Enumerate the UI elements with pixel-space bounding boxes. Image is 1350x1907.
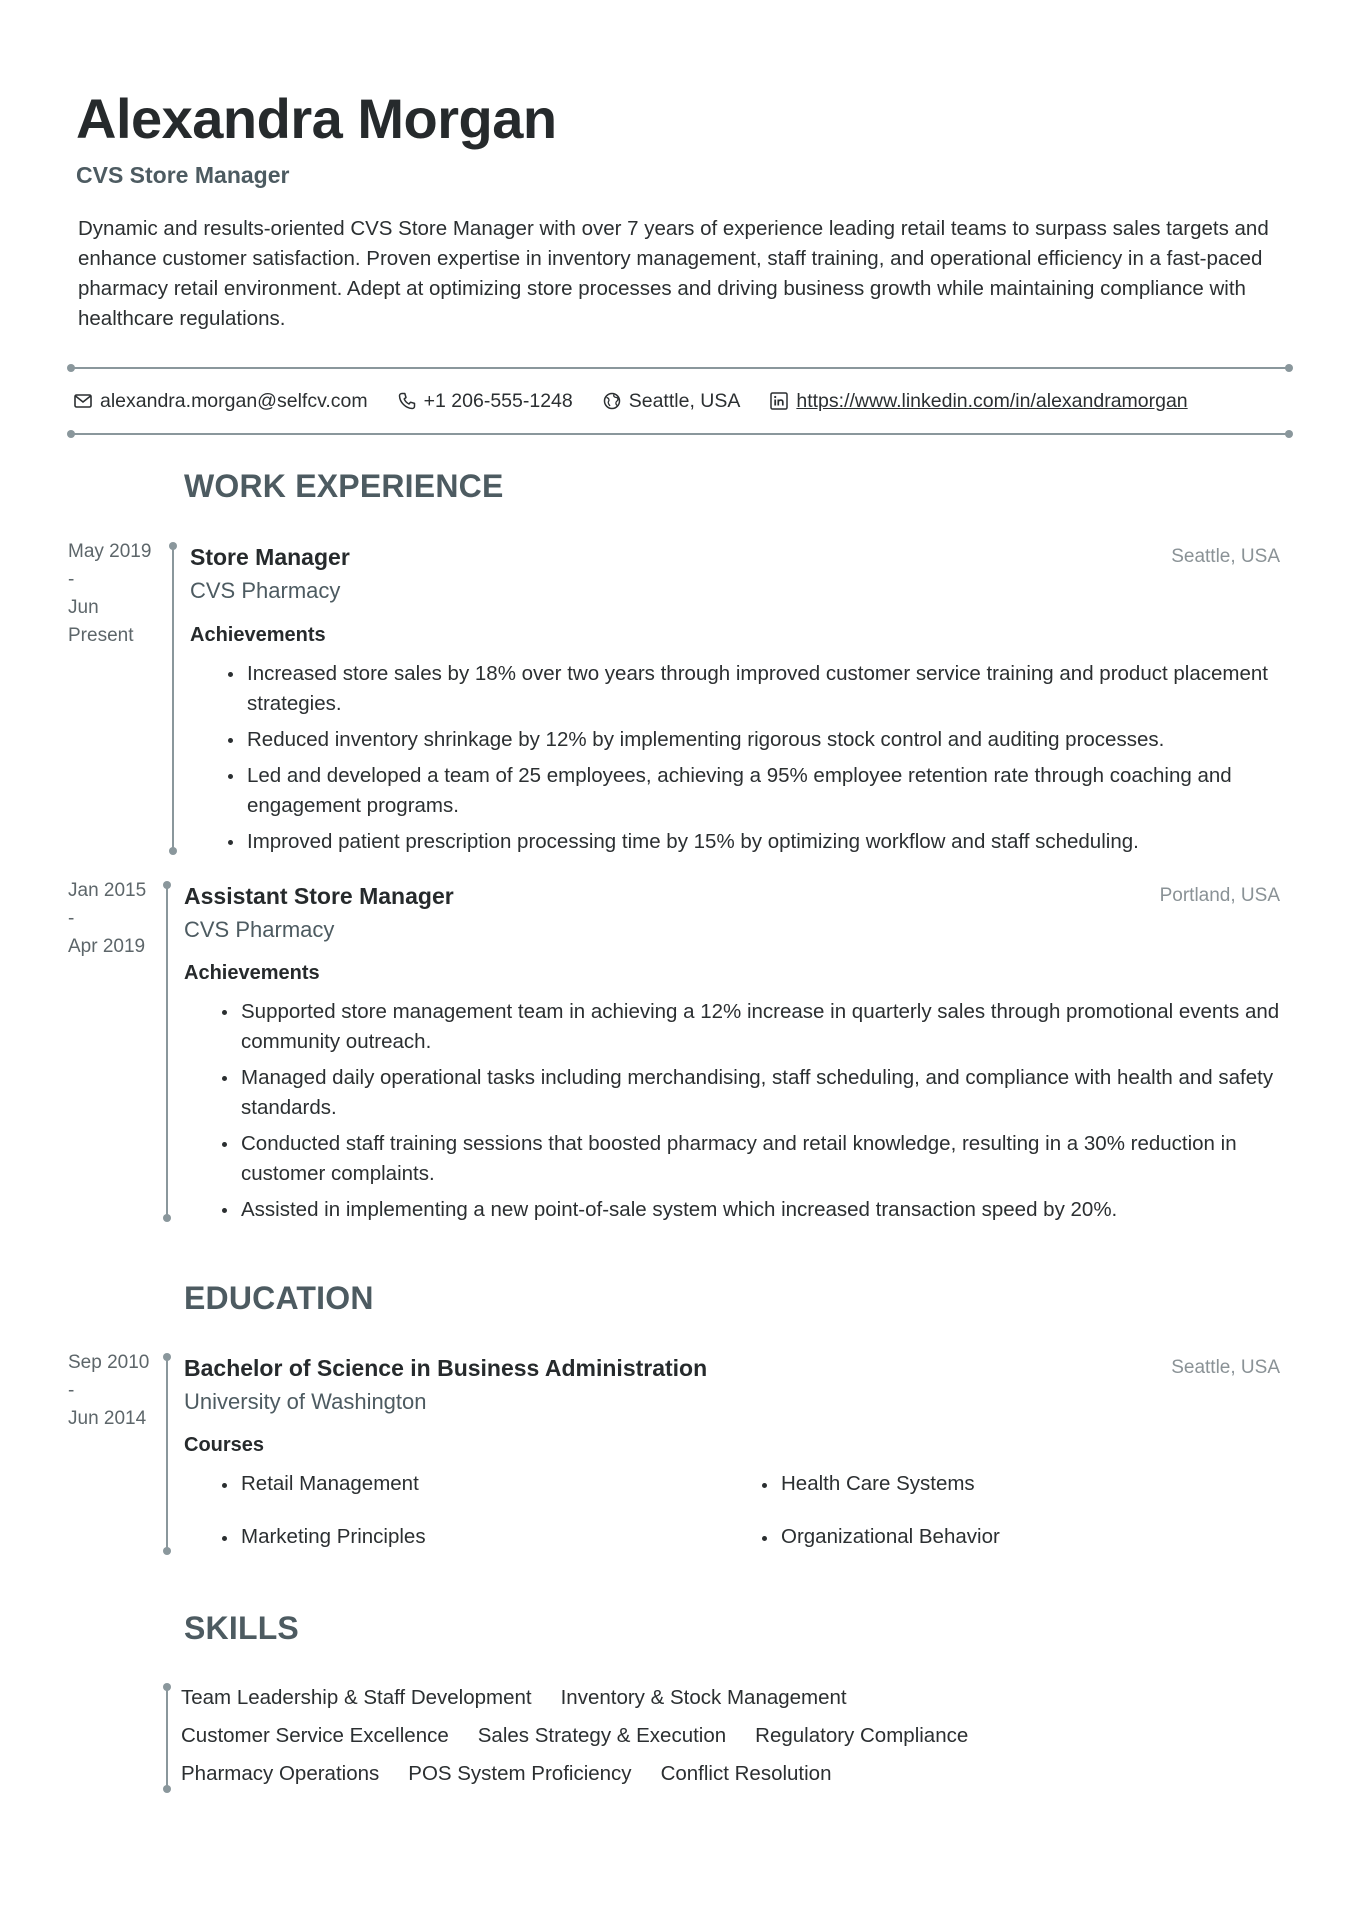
job-2-company: CVS Pharmacy — [184, 917, 335, 942]
list-item: Conducted staff training sessions that boosted pharmacy and retail knowledge, resulting in a 30% reduction in customer complaints. — [213, 1129, 1290, 1189]
contact-email[interactable] — [74, 390, 368, 413]
email-text: alexandra.morgan@selfcv.com — [100, 389, 368, 412]
contact-bottom-divider — [70, 433, 1290, 435]
course-item: Health Care Systems — [753, 1472, 975, 1496]
mail-icon — [74, 394, 92, 408]
job-2-title: Assistant Store Manager — [184, 883, 454, 909]
skill-item: Conflict Resolution — [660, 1762, 832, 1785]
education-timeline — [166, 1356, 168, 1552]
course-item: Organizational Behavior — [753, 1525, 1000, 1549]
skills-row-2 — [181, 1724, 997, 1748]
list-item: Improved patient prescription processing time by 15% by optimizing workflow and staff scheduling. — [219, 827, 1289, 857]
candidate-title: CVS Store Manager — [76, 162, 290, 188]
list-item: Supported store management team in achieving a 12% increase in quarterly sales through promotional events and community outreach. — [213, 997, 1290, 1057]
contact-bar — [74, 387, 1218, 415]
skills-heading: SKILLS — [184, 1610, 299, 1646]
education-date-start: Sep 2010 — [68, 1352, 150, 1373]
skills-row-3 — [181, 1762, 860, 1786]
job-1-company: CVS Pharmacy — [190, 578, 341, 603]
contact-phone[interactable] — [398, 390, 573, 413]
list-item: Reduced inventory shrinkage by 12% by implementing rigorous stock control and auditing processes. — [219, 725, 1289, 755]
list-item: Managed daily operational tasks including merchandising, staff scheduling, and compliance with health and safety standards. — [213, 1063, 1290, 1123]
education-date-end: Jun 2014 — [68, 1408, 147, 1429]
skill-item: POS System Proficiency — [408, 1762, 632, 1785]
skill-item: Inventory & Stock Management — [560, 1686, 847, 1709]
skill-item: Sales Strategy & Execution — [477, 1724, 727, 1747]
skills-row-1 — [181, 1686, 876, 1710]
job-1-location: Seattle, USA — [1171, 546, 1280, 567]
job-1-date-end: Jun — [68, 597, 99, 618]
course-item: Marketing Principles — [213, 1525, 426, 1549]
phone-text: +1 206-555-1248 — [423, 389, 573, 412]
job-2-timeline — [166, 884, 168, 1219]
education-location: Seattle, USA — [1171, 1357, 1280, 1378]
job-1-achievements — [219, 659, 1289, 863]
education-courses-heading: Courses — [184, 1434, 265, 1456]
job-2-date-separator: - — [68, 908, 75, 929]
globe-icon — [603, 392, 621, 410]
job-2-date-start: Jan 2015 — [68, 880, 147, 901]
job-1-dates — [68, 538, 151, 650]
skill-item: Customer Service Excellence — [181, 1724, 449, 1747]
skill-item: Team Leadership & Staff Development — [181, 1686, 532, 1709]
job-2-achievements-heading: Achievements — [184, 962, 320, 984]
list-item: Led and developed a team of 25 employees, achieving a 95% employee retention rate through coaching and engagement programs. — [219, 761, 1289, 821]
education-dates — [68, 1349, 149, 1433]
job-2-dates — [68, 877, 146, 961]
job-1-achievements-heading: Achievements — [190, 624, 326, 646]
work-experience-heading: WORK EXPERIENCE — [184, 468, 504, 504]
job-1-date-start: May 2019 — [68, 541, 152, 562]
job-2-date-end: Apr 2019 — [68, 936, 146, 957]
job-2-achievements — [213, 997, 1290, 1231]
linkedin-icon — [770, 392, 788, 410]
education-heading: EDUCATION — [184, 1280, 374, 1316]
contact-linkedin[interactable] — [770, 390, 1187, 413]
course-item: Retail Management — [213, 1472, 419, 1496]
candidate-name: Alexandra Morgan — [76, 87, 557, 150]
phone-icon — [398, 392, 416, 410]
education-date-separator: - — [68, 1380, 75, 1401]
location-text: Seattle, USA — [628, 389, 741, 412]
list-item: Increased store sales by 18% over two years through improved customer service training and product placement strategies. — [219, 659, 1289, 719]
skills-timeline — [166, 1686, 168, 1790]
education-school: University of Washington — [184, 1389, 427, 1414]
job-2-location: Portland, USA — [1159, 885, 1280, 906]
contact-top-divider — [70, 367, 1290, 369]
skill-item: Regulatory Compliance — [755, 1724, 969, 1747]
list-item: Assisted in implementing a new point-of-sale system which increased transaction speed by 20%. — [213, 1195, 1290, 1225]
education-degree: Bachelor of Science in Business Administration — [184, 1355, 708, 1381]
job-1-title: Store Manager — [190, 544, 350, 570]
job-1-timeline — [172, 545, 174, 852]
skill-item: Pharmacy Operations — [181, 1762, 380, 1785]
job-1-date-end-2: Present — [68, 625, 134, 646]
linkedin-link[interactable]: https://www.linkedin.com/in/alexandramorgan — [796, 389, 1188, 412]
summary-paragraph: Dynamic and results-oriented CVS Store Manager with over 7 years of experience leading retail teams to surpass sales targets and enhance customer satisfaction. Proven expertise in inventory management, staff training, and operational efficiency in a fast-paced pharmacy retail environment. Adept at optimizing store processes and driving business growth while maintaining compliance with healthcare regulations. — [78, 217, 1269, 330]
job-1-date-separator: - — [68, 569, 75, 590]
contact-location — [603, 390, 741, 413]
